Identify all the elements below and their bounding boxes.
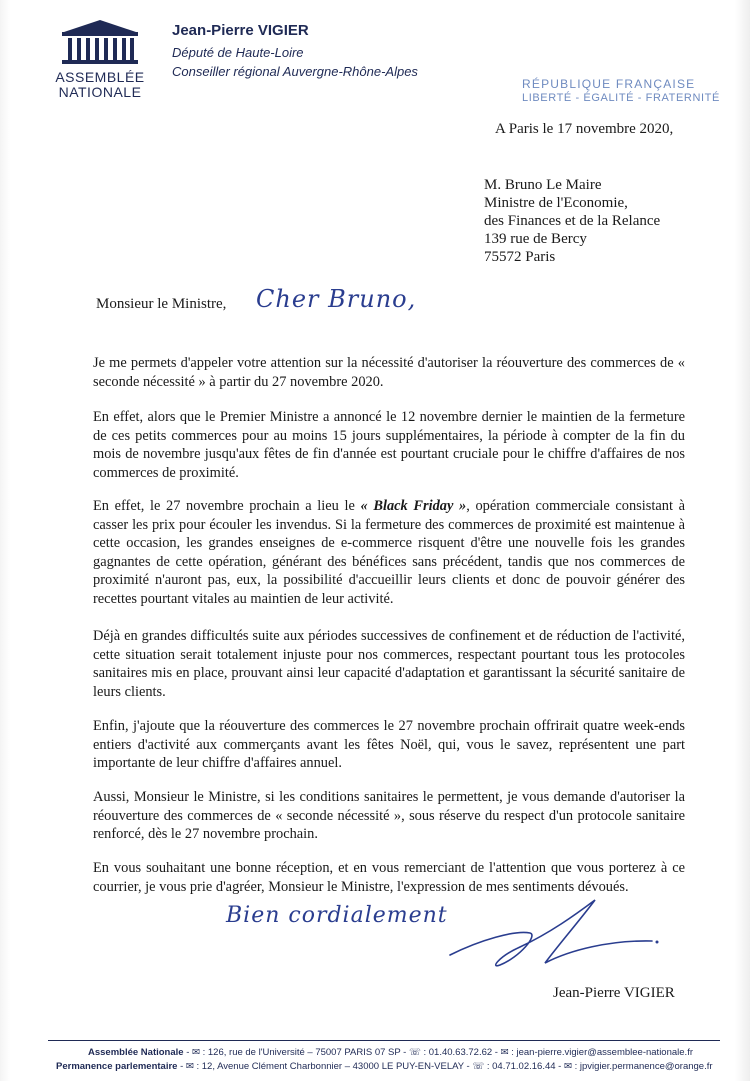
institution-name-line2: NATIONALE <box>58 84 142 100</box>
footer-assembly-address <box>88 1047 693 1058</box>
footer-text-assembly: - ✉ : 126, rue de l'Université – 75007 PARIS 07 SP - ☏ : 01.40.63.72.62 - ✉ : jean-pierre.vigier@assemblee-nationale.fr <box>183 1047 693 1058</box>
paragraph-4: Déjà en grandes difficultés suite aux périodes successives de confinement et de réduction de l'activité, cette situation serait totalement injuste pour nos commerces, respectant pourtant tous les protocoles sanitaires mis en place, prouvant ainsi leur capacité d'adaptation et garantissant la sécurité sanitaire de leurs clients. <box>93 628 685 700</box>
recipient-line: des Finances et de la Relance <box>484 213 661 229</box>
republic-title: RÉPUBLIQUE FRANÇAISE <box>522 77 696 91</box>
handwritten-signature <box>420 895 670 975</box>
recipient-line: Ministre de l'Economie, <box>484 195 628 211</box>
footer-label-assembly: Assemblée Nationale <box>88 1047 184 1058</box>
paragraph-5: Enfin, j'ajoute que la réouverture des commerces le 27 novembre prochain offrirait quatre week-ends entiers d'activité aux commerçants avant les fêtes Noël, qui, vous le savez, représentent une part importante de leur chiffre d'affaires annuel. <box>93 718 685 772</box>
salutation: Monsieur le Ministre, <box>96 296 227 312</box>
paragraph-3-part-2: , opération commerciale consistant à casser les prix pour écouler les invendus. Si la fermeture des commerces de proximité est maintenue à cette occasion, les grandes enseignes de e-commerce risquent d'être une nouvelle fois les grandes gagnantes de cette opération, générant des bénéfices sans précédent, tandis que nos commerces de proximité n'auront pas, eux, la possibilité d'accueillir leurs clients et donc de pouvoir générer des recettes pourtant vitales au maintien de leur activité. <box>93 498 685 607</box>
recipient-line: 75572 Paris <box>484 249 556 265</box>
assemblee-nationale-logo <box>52 18 148 108</box>
paragraph-6: Aussi, Monsieur le Ministre, si les conditions sanitaires le permettent, je vous demande d'autoriser la réouverture des commerces de « seconde nécessité », sous réserve du respect d'un protocole sanitaire renforcé, dès le 27 novembre prochain. <box>93 789 685 843</box>
institution-name-line1: ASSEMBLÉE <box>55 69 145 85</box>
deputy-role-1: Député de Haute-Loire <box>172 45 304 60</box>
paragraph-3-part-1: En effet, le 27 novembre prochain a lieu le <box>93 498 361 514</box>
paragraph-7: En vous souhaitant une bonne réception, et en vous remerciant de l'attention que vous porterez à ce courrier, je vous prie d'agréer, Monsieur le Ministre, l'expression de mes sentiments dévoués. <box>93 860 685 895</box>
recipient-line: M. Bruno Le Maire <box>484 177 602 193</box>
parliament-building-icon <box>58 18 142 66</box>
paragraph-2: En effet, alors que le Premier Ministre a annoncé le 12 novembre dernier le maintien de la fermeture de ces petits commerces pour au moins 15 jours supplémentaires, la période à compter de la fin du mois de novembre jusqu'aux fêtes de fin d'année est pourtant cruciale pour le chiffre d'affaires de nos commerces de proximité. <box>93 409 685 481</box>
deputy-role-2: Conseiller régional Auvergne-Rhône-Alpes <box>172 64 418 79</box>
footer-office-address <box>56 1061 713 1072</box>
footer-text-office: - ✉ : 12, Avenue Clément Charbonnier – 43000 LE PUY-EN-VELAY - ☏ : 04.71.02.16.44 - ✉ : jpvigier.permanence@orange.fr <box>177 1061 713 1072</box>
handwritten-greeting: Cher Bruno, <box>256 285 417 313</box>
signer-name: Jean-Pierre VIGIER <box>553 985 675 1001</box>
republic-motto: LIBERTÉ - ÉGALITÉ - FRATERNITÉ <box>522 92 720 104</box>
black-friday-emphasis: « Black Friday » <box>360 498 467 514</box>
paragraph-3 <box>93 497 685 609</box>
letter-date: A Paris le 17 novembre 2020, <box>495 121 674 137</box>
republic-block <box>522 77 720 104</box>
recipient-line: 139 rue de Bercy <box>484 231 587 247</box>
footer-label-office: Permanence parlementaire <box>56 1061 178 1072</box>
footer-divider <box>48 1040 720 1041</box>
paragraph-1: Je me permets d'appeler votre attention sur la nécessité d'autoriser la réouverture des commerces de « seconde nécessité » à partir du 27 novembre 2020. <box>93 355 685 390</box>
recipient-address <box>484 176 660 266</box>
institution-name <box>52 70 148 100</box>
handwritten-closing: Bien cordialement <box>226 903 448 928</box>
deputy-name: Jean-Pierre VIGIER <box>172 22 309 39</box>
